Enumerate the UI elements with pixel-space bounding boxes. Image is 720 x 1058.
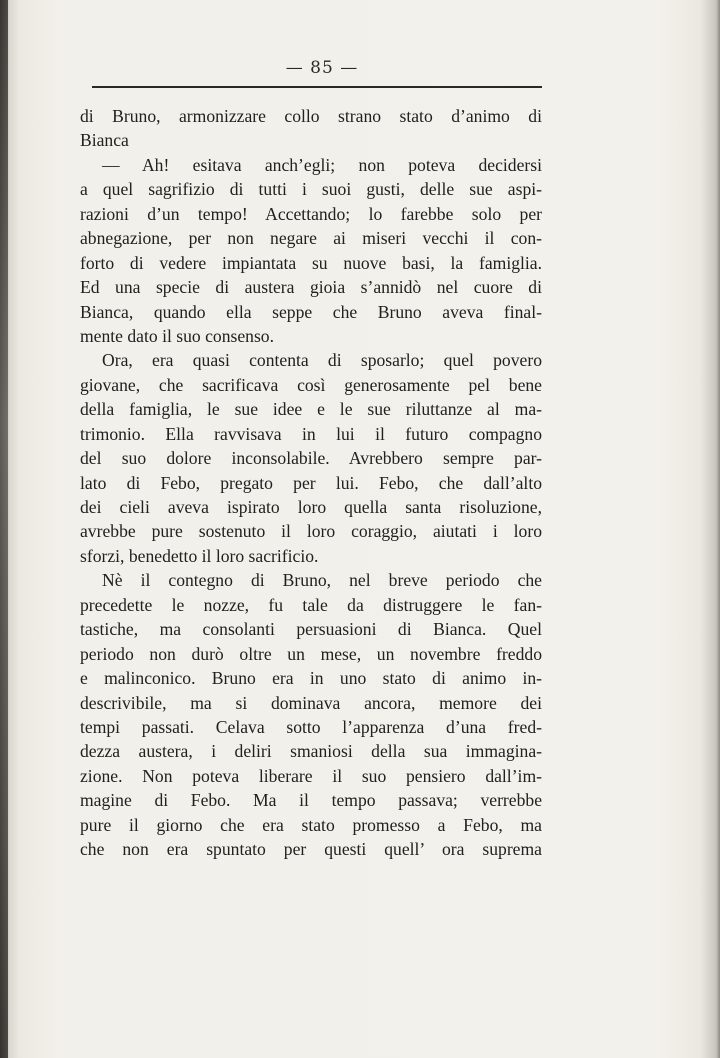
text-line: avrebbe pure sostenuto il loro coraggio, aiutati i loro xyxy=(80,521,542,542)
page-spine-shadow xyxy=(0,0,8,1058)
text-line: abnegazione, per non negare ai miseri vecchi il con- xyxy=(80,228,542,249)
text-line: tempi passati. Celava sotto l’apparenza d’una fred- xyxy=(80,716,542,737)
text-line: magine di Febo. Ma il tempo passava; verrebbe xyxy=(80,790,542,811)
header-rule xyxy=(92,86,542,88)
text-line: dezza austera, i deliri smaniosi della sua immagina- xyxy=(80,741,542,762)
text-line: tastiche, ma consolanti persuasioni di Bianca. Quel xyxy=(80,619,542,640)
text-line: Bianca, quando ella seppe che Bruno aveva final- xyxy=(80,301,542,322)
text-line: dei cieli aveva ispirato loro quella santa risoluzione, xyxy=(80,497,542,517)
text-line: precedette le nozze, fu tale da distruggere le fan- xyxy=(80,594,542,615)
text-line: lato di Febo, pregato per lui. Febo, che dall’alto xyxy=(80,472,542,493)
text-line: che non era spuntato per questi quell’ ora suprema xyxy=(80,839,542,860)
text-line: giovane, che sacrificava così generosamente pel bene xyxy=(80,374,542,395)
text-line: sforzi, benedetto il loro sacrificio. xyxy=(80,545,319,566)
text-line: mente dato il suo consenso. xyxy=(80,325,274,346)
text-line: Bianca xyxy=(80,130,129,151)
text-line: del suo dolore inconsolabile. Avrebbero sempre par- xyxy=(80,448,542,469)
text-line: di Bruno, armonizzare collo strano stato d’animo di xyxy=(80,106,542,126)
text-line: della famiglia, le sue idee e le sue riluttanze al ma- xyxy=(80,399,542,420)
text-line: descrivibile, ma si dominava ancora, memore dei xyxy=(80,692,542,713)
text-line: periodo non durò oltre un mese, un novembre freddo xyxy=(80,643,542,664)
text-line: e malinconico. Bruno era in uno stato di animo in- xyxy=(80,668,542,689)
text-line: zione. Non poteva liberare il suo pensiero dall’im- xyxy=(80,765,542,786)
text-line: a quel sagrifizio di tutti i suoi gusti, delle sue aspi- xyxy=(80,179,542,200)
text-line: trimonio. Ella ravvisava in lui il futuro compagno xyxy=(80,423,542,444)
text-line: Ora, era quasi contenta di sposarlo; quel povero xyxy=(102,350,542,371)
text-line: Ed una specie di austera gioia s’annidò nel cuore di xyxy=(80,277,542,298)
body-text xyxy=(80,104,542,862)
text-line: pure il giorno che era stato promesso a Febo, ma xyxy=(80,814,542,835)
text-line: Nè il contegno di Bruno, nel breve periodo che xyxy=(102,570,542,591)
text-line: razioni d’un tempo! Accettando; lo farebbe solo per xyxy=(80,203,542,224)
text-line: forto di vedere impiantata su nuove basi, la famiglia. xyxy=(80,252,542,273)
page-number-header: — 85 — xyxy=(285,58,359,78)
text-line: — Ah! esitava anch’egli; non poteva decidersi xyxy=(102,154,542,175)
